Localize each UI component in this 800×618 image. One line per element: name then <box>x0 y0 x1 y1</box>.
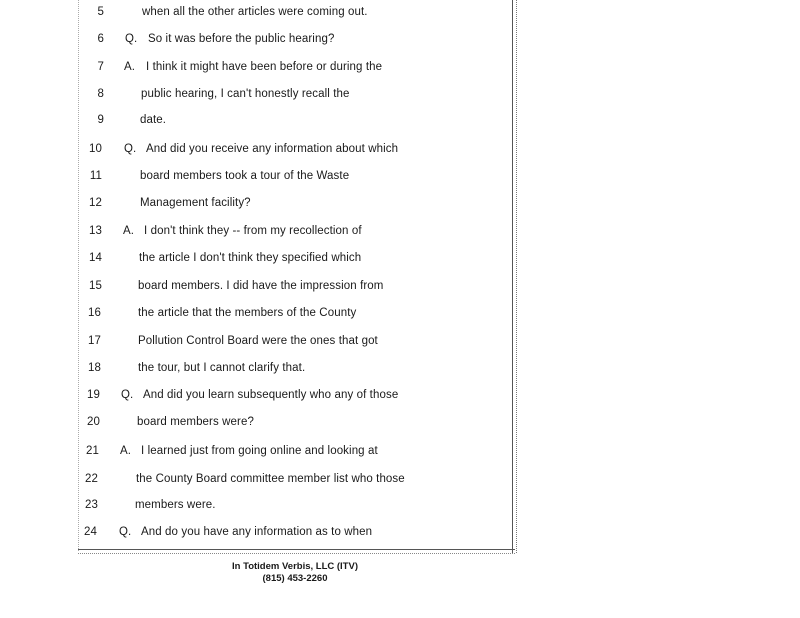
line-number: 15 <box>89 280 102 292</box>
line-text: date. <box>140 114 167 126</box>
line-number: 10 <box>89 143 102 155</box>
line-text: the County Board committee member list who those <box>136 473 405 485</box>
line-number: 6 <box>97 33 104 45</box>
speaker-label: Q. <box>119 526 132 538</box>
line-number: 16 <box>88 307 101 319</box>
speaker-label: A. <box>120 445 132 457</box>
line-text: I think it might have been before or during the <box>146 61 383 73</box>
line-number: 12 <box>89 197 102 209</box>
speaker-label: A. <box>123 225 135 237</box>
line-number: 8 <box>97 88 104 100</box>
speaker-label: Q. <box>124 143 137 155</box>
line-number: 5 <box>97 6 104 18</box>
line-number: 13 <box>89 225 102 237</box>
line-text: board members took a tour of the Waste <box>140 170 350 182</box>
line-number: 22 <box>85 473 98 485</box>
line-text: the tour, but I cannot clarify that. <box>138 362 306 374</box>
line-number: 24 <box>84 526 97 538</box>
footer-company: In Totidem Verbis, LLC (ITV) <box>232 561 358 572</box>
line-text: the article that the members of the County <box>138 307 357 319</box>
line-number: 20 <box>87 416 100 428</box>
line-text: board members were? <box>137 416 254 428</box>
line-number: 21 <box>86 445 99 457</box>
page-border-bottom <box>78 549 515 554</box>
line-number: 18 <box>88 362 101 374</box>
line-text: when all the other articles were coming out. <box>142 6 368 18</box>
line-text: Management facility? <box>140 197 251 209</box>
line-text: I don't think they -- from my recollection of <box>144 225 362 237</box>
line-text: members were. <box>135 499 216 511</box>
line-text: Pollution Control Board were the ones that got <box>138 335 378 347</box>
line-text: I learned just from going online and looking at <box>141 445 378 457</box>
line-text: the article I don't think they specified which <box>139 252 362 264</box>
footer-phone: (815) 453-2260 <box>262 573 328 584</box>
speaker-label: A. <box>124 61 136 73</box>
line-number: 17 <box>88 335 101 347</box>
line-number: 19 <box>87 389 100 401</box>
line-number: 11 <box>89 170 102 182</box>
line-text: And do you have any information as to when <box>141 526 373 538</box>
line-text: So it was before the public hearing? <box>148 33 335 45</box>
line-number: 23 <box>85 499 98 511</box>
line-text: board members. I did have the impression from <box>138 280 384 292</box>
line-text: And did you receive any information about which <box>146 143 399 155</box>
line-text: And did you learn subsequently who any of those <box>143 389 399 401</box>
speaker-label: Q. <box>125 33 138 45</box>
page-border-right <box>512 0 517 553</box>
line-number: 14 <box>89 252 102 264</box>
line-number: 9 <box>97 114 104 126</box>
speaker-label: Q. <box>121 389 134 401</box>
line-text: public hearing, I can't honestly recall the <box>141 88 350 100</box>
line-number: 7 <box>97 61 104 73</box>
